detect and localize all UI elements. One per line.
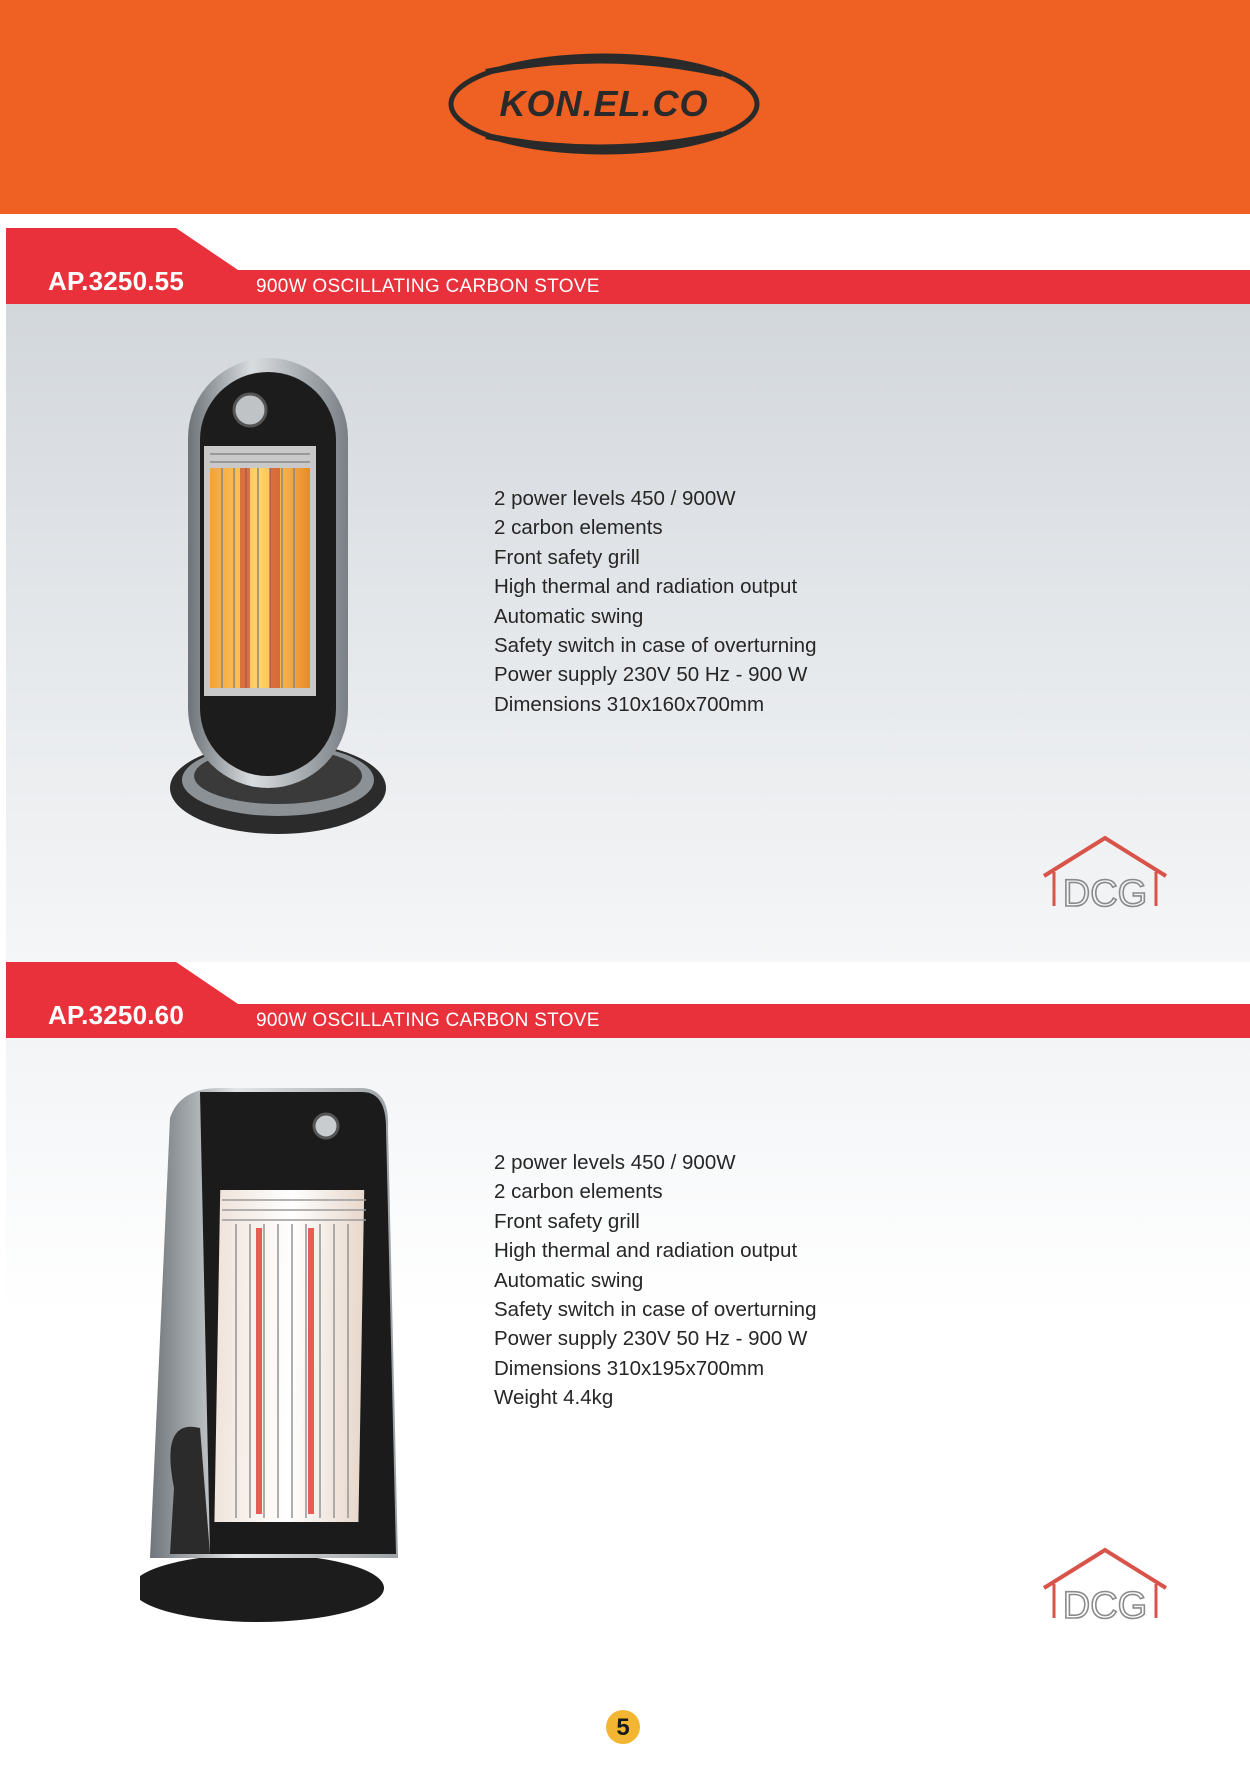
feature-item: Weight 4.4kg [494, 1386, 614, 1410]
feature-item: 2 power levels 450 / 900W [494, 1151, 736, 1174]
feature-item: Power supply 230V 50 Hz - 900 W [494, 663, 808, 687]
product-section-1 [0, 228, 1250, 962]
feature-list [494, 484, 816, 719]
dcg-logo [1040, 832, 1170, 912]
feature-item: 2 carbon elements [494, 516, 663, 540]
heater-image [140, 1088, 410, 1628]
dcg-text: DCG [1062, 1585, 1148, 1624]
feature-item: Automatic swing [494, 604, 644, 628]
feature-item: 2 power levels 450 / 900W [494, 487, 736, 510]
feature-item: Dimensions 310x195x700mm [494, 1356, 765, 1380]
feature-item: High thermal and radiation output [494, 575, 798, 599]
heater-image [160, 358, 400, 858]
feature-item: Front safety grill [494, 1209, 640, 1233]
product-section-2 [0, 962, 1250, 1722]
feature-item: Safety switch in case of overturning [494, 634, 817, 658]
feature-item: High thermal and radiation output [494, 1239, 798, 1263]
dcg-text: DCG [1062, 873, 1148, 912]
product-title: 900W OSCILLATING CARBON STOVE [256, 276, 600, 297]
title-band [0, 228, 1250, 304]
product-code: AP.3250.60 [48, 1000, 184, 1030]
konelco-logo [446, 50, 762, 158]
feature-item: Automatic swing [494, 1268, 644, 1292]
feature-item: Dimensions 310x160x700mm [494, 692, 765, 716]
product-title: 900W OSCILLATING CARBON STOVE [256, 1010, 600, 1031]
feature-item: Power supply 230V 50 Hz - 900 W [494, 1327, 808, 1351]
feature-item: Safety switch in case of overturning [494, 1298, 817, 1322]
product-code: AP.3250.55 [48, 266, 184, 296]
dcg-logo [1040, 1544, 1170, 1624]
feature-item: 2 carbon elements [494, 1180, 663, 1204]
page-header [0, 0, 1250, 214]
title-band [0, 962, 1250, 1038]
logo-text: KON.EL.CO [499, 83, 709, 124]
page-number: 5 [606, 1710, 640, 1744]
feature-list [494, 1148, 816, 1413]
feature-item: Front safety grill [494, 545, 640, 569]
